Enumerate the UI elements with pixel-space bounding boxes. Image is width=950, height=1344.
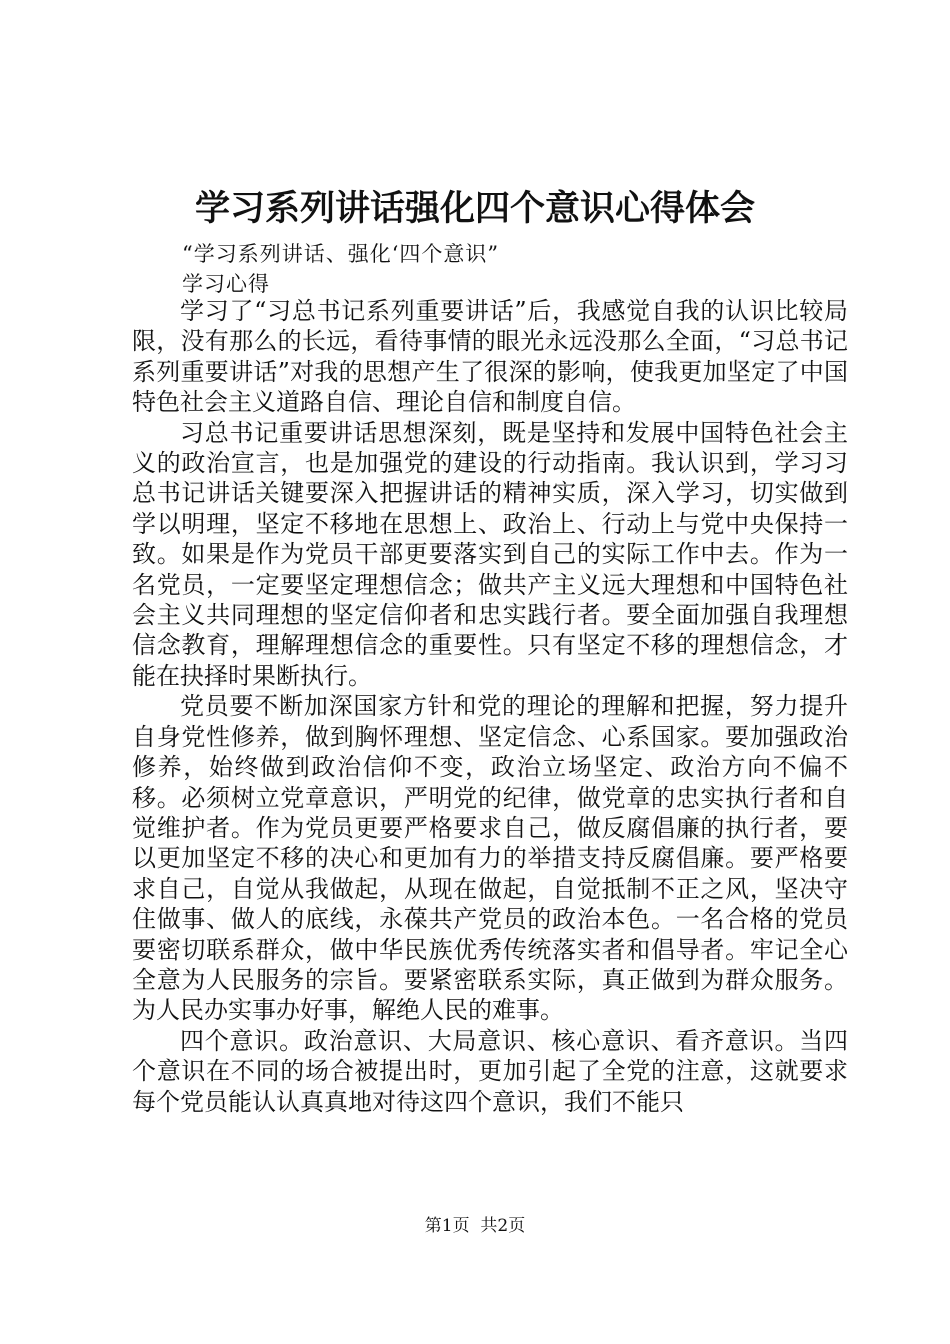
paragraph-1: 学习了“习总书记系列重要讲话”后，我感觉自我的认识比较局限，没有那么的长远，看待事情的眼光永远没那么全面，“习总书记系列重要讲话”对我的思想产生了很深的影响，使我更加坚定了中国特色社会主义道路自信、理论自信和制度自信。 (132, 297, 848, 417)
document-body (132, 296, 848, 1117)
paragraph-2: 习总书记重要讲话思想深刻，既是坚持和发展中国特色社会主义的政治宣言，也是加强党的建设的行动指南。我认识到，学习习总书记讲话关键要深入把握讲话的精神实质，深入学习，切实做到学以明理，坚定不移地在思想上、政治上、行动上与党中央保持一致。如果是作为党员干部更要落实到自己的实际工作中去。作为一名党员，一定要坚定理想信念；做共产主义远大理想和中国特色社会主义共同理想的坚定信仰者和忠实践行者。要全面加强自我理想信念教育，理解理想信念的重要性。只有坚定不移的理想信念，才能在抉择时果断执行。 (132, 418, 848, 690)
paragraph-4: 四个意识。政治意识、大局意识、核心意识、看齐意识。当四个意识在不同的场合被提出时，更加引起了全党的注意，这就要求每个党员能认认真真地对待这四个意识，我们不能只 (132, 1026, 848, 1116)
subtitle-line-1: “学习系列讲话、强化‘四个意识” (182, 242, 500, 266)
subtitle-line-2: 学习心得 (182, 272, 270, 296)
document-title: 学习系列讲话强化四个意识心得体会 (194, 188, 755, 229)
page-number-footer: 第1页 共2页 (424, 1216, 526, 1236)
paragraph-3: 党员要不断加深国家方针和党的理论的理解和把握，努力提升自身党性修养，做到胸怀理想、坚定信念、心系国家。要加强政治修养，始终做到政治信仰不变，政治立场坚定、政治方向不偏不移。必须树立党章意识，严明党的纪律，做党章的忠实执行者和自觉维护者。作为党员更要严格要求自己，做反腐倡廉的执行者，要以更加坚定不移的决心和更加有力的举措支持反腐倡廉。要严格要求自己，自觉从我做起，从现在做起，自觉抵制不正之风，坚决守住做事、做人的底线，永葆共产党员的政治本色。一名合格的党员要密切联系群众，做中华民族优秀传统落实者和倡导者。牢记全心全意为人民服务的宗旨。要紧密联系实际，真正做到为群众服务。为人民办实事办好事，解绝人民的难事。 (132, 692, 848, 1025)
